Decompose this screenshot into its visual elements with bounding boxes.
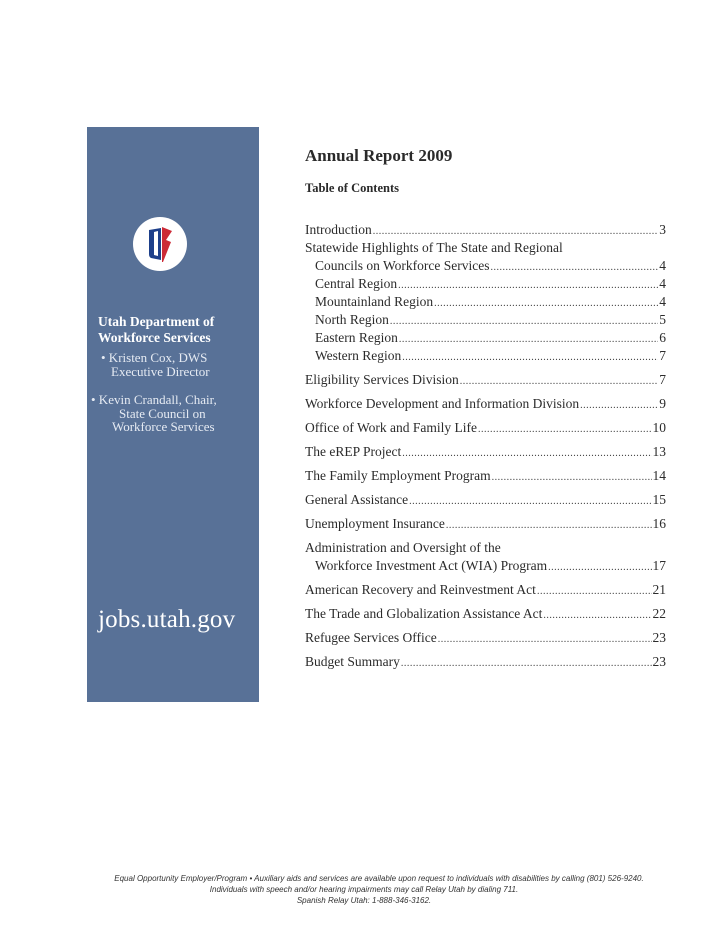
toc-entry[interactable] [305, 311, 666, 329]
toc-page-number: 23 [652, 630, 666, 645]
toc-dot-leader [401, 655, 652, 673]
toc-entry-label: Workforce Development and Information Division [305, 396, 580, 411]
toc-entry-label: Western Region [315, 348, 402, 363]
toc-entry[interactable] [305, 419, 666, 437]
toc-entry[interactable] [305, 257, 666, 275]
toc-entry-label: Eligibility Services Division [305, 372, 459, 387]
toc-entry[interactable] [305, 347, 666, 365]
toc-entry[interactable] [305, 515, 666, 533]
toc-entry[interactable] [305, 557, 666, 575]
toc-entry[interactable] [305, 467, 666, 485]
toc-dot-leader [478, 421, 652, 439]
toc-page-number: 5 [659, 312, 666, 327]
toc-entry-label: North Region [315, 312, 389, 327]
toc-entry-label: Refugee Services Office [305, 630, 437, 645]
toc-entry[interactable] [305, 629, 666, 647]
toc-page-number: 7 [659, 348, 666, 363]
toc-page-number: 23 [652, 654, 666, 669]
toc-page-number: 21 [652, 582, 666, 597]
person2-line2: State Council on [119, 405, 206, 421]
toc-entry-label: Workforce Investment Act (WIA) Program [315, 558, 548, 573]
toc-dot-leader [402, 445, 651, 463]
toc-page-number: 14 [652, 468, 666, 483]
toc-entry[interactable] [305, 293, 666, 311]
toc-dot-leader [580, 397, 658, 415]
report-title: Annual Report 2009 [305, 146, 453, 165]
toc-entry-label: Central Region [315, 276, 398, 291]
footer-line-3: Spanish Relay Utah: 1-888-346-3162. [296, 896, 432, 905]
toc-dot-leader [409, 493, 651, 511]
toc-entry[interactable] [305, 491, 666, 509]
toc-page-number: 9 [659, 396, 666, 411]
toc-page-number: 4 [659, 294, 666, 309]
toc-dot-leader [446, 517, 652, 535]
org-line-2: Workforce Services [98, 330, 211, 345]
toc-page-number: 22 [652, 606, 666, 621]
toc-page-number: 4 [659, 258, 666, 273]
toc-entry[interactable] [305, 371, 666, 389]
toc-dot-leader [438, 631, 652, 649]
toc-entry-label: Budget Summary [305, 654, 400, 669]
utah-dws-logo-icon [132, 216, 188, 272]
table-of-contents [305, 221, 666, 671]
website-link[interactable]: jobs.utah.gov [98, 606, 236, 633]
toc-dot-leader [491, 259, 659, 277]
toc-entry-label: Office of Work and Family Life [305, 420, 477, 435]
toc-page-number: 16 [652, 516, 666, 531]
person2-line3: Workforce Services [112, 419, 215, 434]
toc-entry[interactable] [305, 653, 666, 671]
toc-dot-leader [537, 583, 652, 601]
toc-dot-leader [492, 469, 652, 487]
toc-dot-leader [402, 349, 658, 367]
toc-dot-leader [434, 295, 658, 313]
toc-page-number: 10 [652, 420, 666, 435]
toc-entry[interactable] [305, 605, 666, 623]
toc-entry-label: American Recovery and Reinvestment Act [305, 582, 536, 597]
toc-page-number: 3 [659, 222, 666, 237]
executive-director [101, 351, 259, 378]
toc-dot-leader [399, 331, 658, 349]
toc-page-number: 17 [652, 558, 666, 573]
toc-entry[interactable] [305, 275, 666, 293]
toc-entry-label: Councils on Workforce Services [315, 258, 490, 273]
toc-entry-label: Introduction [305, 222, 372, 237]
toc-entry[interactable] [305, 221, 666, 239]
toc-entry-label: Unemployment Insurance [305, 516, 445, 531]
person2-line1: • Kevin Crandall, Chair, [91, 392, 217, 407]
toc-entry[interactable] [305, 581, 666, 599]
toc-section-heading: Administration and Oversight of the [305, 540, 501, 555]
toc-dot-leader [543, 607, 651, 625]
toc-entry[interactable] [305, 329, 666, 347]
footer-line-1: Equal Opportunity Employer/Program • Auxiliary aids and services are available upon request to individuals with disabilities by calling (801) 526-9240. [114, 874, 644, 883]
toc-entry-label: The Trade and Globalization Assistance Act [305, 606, 543, 621]
footer-notice [0, 873, 728, 906]
toc-dot-leader [398, 277, 658, 295]
sidebar-panel [87, 127, 259, 702]
toc-entry-label: Eastern Region [315, 330, 398, 345]
person1-line2: Executive Director [111, 363, 210, 379]
toc-entry-label: The Family Employment Program [305, 468, 491, 483]
toc-entry-label: General Assistance [305, 492, 409, 507]
toc-entry-label: The eREP Project [305, 444, 402, 459]
org-line-1: Utah Department of [98, 314, 215, 329]
toc-entry[interactable] [305, 443, 666, 461]
toc-page-number: 15 [652, 492, 666, 507]
toc-page-number: 7 [659, 372, 666, 387]
toc-section-heading: Statewide Highlights of The State and Regional [305, 240, 563, 255]
toc-page-number: 6 [659, 330, 666, 345]
toc-heading: Table of Contents [305, 181, 399, 195]
toc-dot-leader [548, 559, 651, 577]
council-chair [91, 393, 259, 434]
toc-page-number: 4 [659, 276, 666, 291]
footer-line-2: Individuals with speech and/or hearing impairments may call Relay Utah by dialing 711. [209, 885, 519, 894]
toc-page-number: 13 [652, 444, 666, 459]
person1-line1: • Kristen Cox, DWS [101, 350, 208, 365]
toc-entry-label: Mountainland Region [315, 294, 434, 309]
organization-name [98, 314, 258, 346]
toc-entry[interactable] [305, 395, 666, 413]
toc-dot-leader [390, 313, 658, 331]
toc-dot-leader [460, 373, 659, 391]
